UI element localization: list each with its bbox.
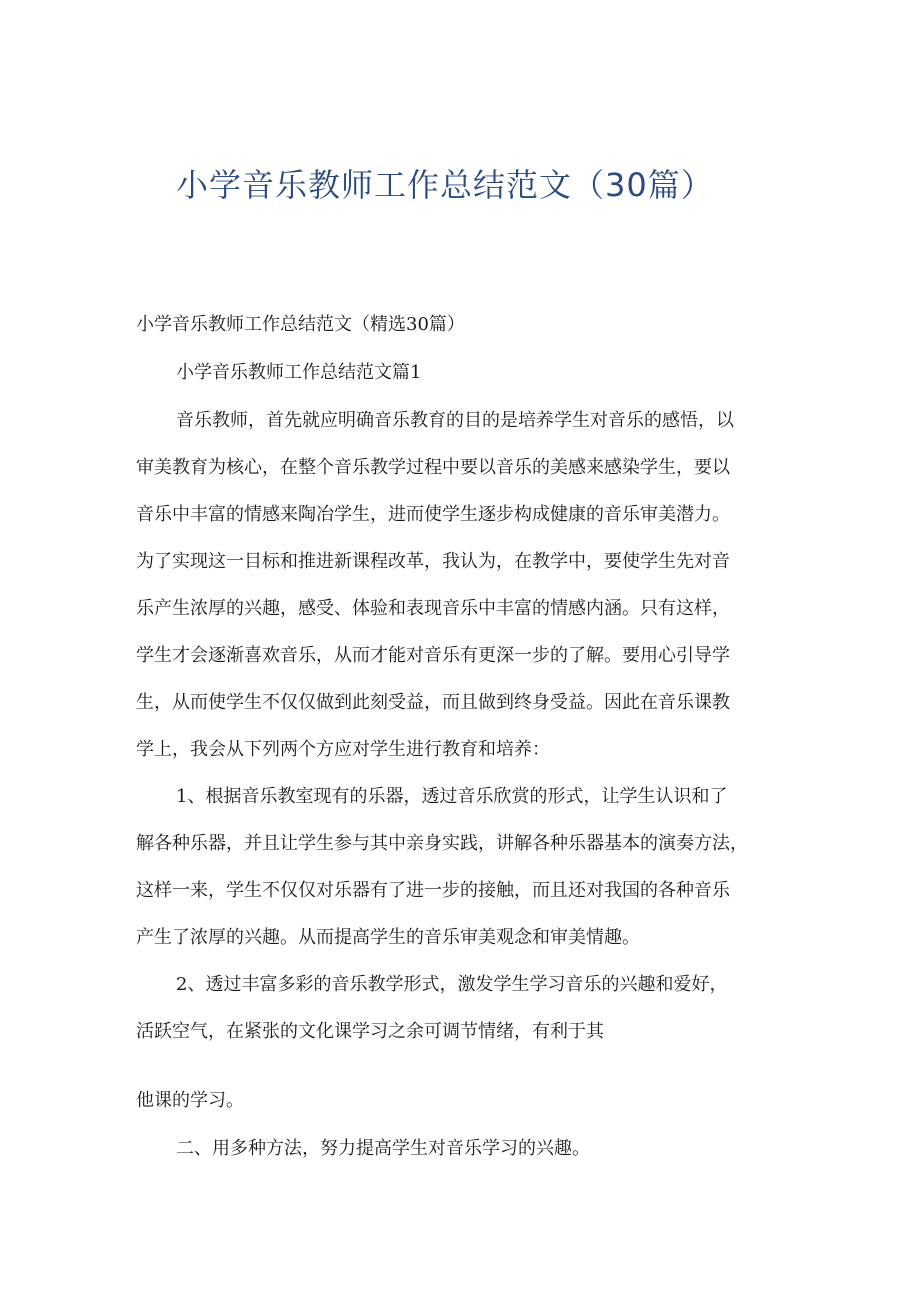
paragraph-line: 学生才会逐渐喜欢音乐，从而才能对音乐有更深一步的了解。要用心引导学 — [136, 645, 730, 666]
paragraph-line: 音乐中丰富的情感来陶冶学生，进而使学生逐步构成健康的音乐审美潜力。 — [136, 504, 730, 525]
section-heading: 小学音乐教师工作总结范文篇1 — [176, 362, 422, 383]
paragraph-line: 为了实现这一目标和推进新课程改革，我认为，在教学中，要使学生先对音 — [136, 551, 730, 572]
paragraph-line: 活跃空气，在紧张的文化课学习之余可调节情绪，有利于其 — [136, 1021, 604, 1042]
paragraph-line: 生，从而使学生不仅仅做到此刻受益，而且做到终身受益。因此在音乐课教 — [136, 692, 730, 713]
continuation-line: 他课的学习。 — [136, 1090, 244, 1111]
section-heading-2: 二、用多种方法，努力提高学生对音乐学习的兴趣。 — [176, 1138, 590, 1159]
document-title: 小学音乐教师工作总结范文（30篇） — [176, 166, 714, 204]
paragraph-line: 产生了浓厚的兴趣。从而提高学生的音乐审美观念和审美情趣。 — [136, 927, 640, 948]
paragraph-line: 解各种乐器，并且让学生参与其中亲身实践，讲解各种乐器基本的演奏方法， — [136, 833, 748, 854]
document-subtitle: 小学音乐教师工作总结范文（精选30篇） — [136, 314, 465, 335]
paragraph-line: 1、根据音乐教室现有的乐器，透过音乐欣赏的形式，让学生认识和了 — [176, 786, 728, 807]
paragraph-line: 乐产生浓厚的兴趣，感受、体验和表现音乐中丰富的情感内涵。只有这样， — [136, 598, 730, 619]
paragraph-line: 2、透过丰富多彩的音乐教学形式，激发学生学习音乐的兴趣和爱好， — [176, 974, 728, 995]
paragraph-line: 音乐教师，首先就应明确音乐教育的目的是培养学生对音乐的感悟，以 — [176, 410, 734, 431]
paragraph-line: 这样一来，学生不仅仅对乐器有了进一步的接触，而且还对我国的各种音乐 — [136, 880, 730, 901]
paragraph-line: 审美教育为核心，在整个音乐教学过程中要以音乐的美感来感染学生，要以 — [136, 457, 730, 478]
paragraph-line: 学上，我会从下列两个方应对学生进行教育和培养： — [136, 739, 550, 760]
